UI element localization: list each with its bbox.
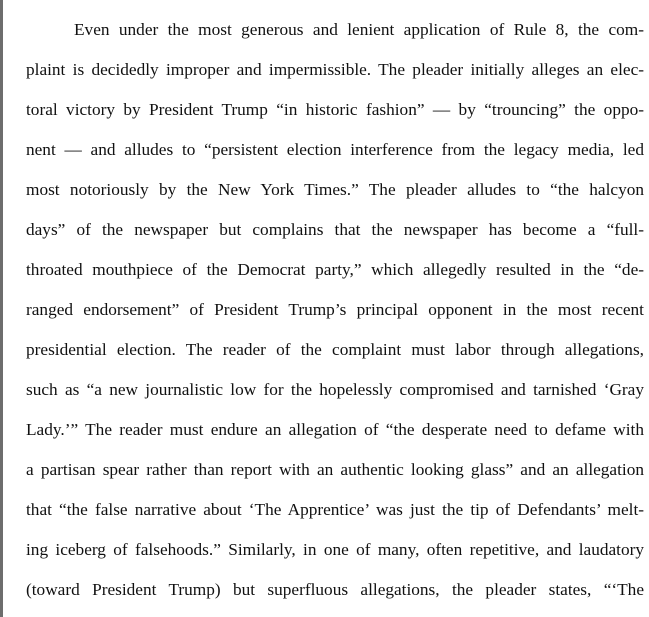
text-line: that “the false narrative about ‘The Apprentice’ was just the tip of Defendants’ melt- xyxy=(26,500,644,519)
text-line: nent — and alludes to “persistent election interference from the legacy media, led xyxy=(26,140,644,159)
text-line: toral victory by President Trump “in historic fashion” — by “trouncing” the oppo- xyxy=(26,100,644,119)
document-body xyxy=(26,14,644,614)
text-line: Even under the most generous and lenient application of Rule 8, the com- xyxy=(74,20,644,39)
text-line: ranged endorsement” of President Trump’s principal opponent in the most recent xyxy=(26,300,644,319)
text-line: ing iceberg of falsehoods.” Similarly, in one of many, often repetitive, and laudatory xyxy=(26,540,644,559)
text-line: throated mouthpiece of the Democrat party,” which allegedly resulted in the “de- xyxy=(26,260,644,279)
text-line: such as “a new journalistic low for the hopelessly compromised and tarnished ‘Gray xyxy=(26,380,644,399)
paragraph xyxy=(26,14,644,614)
text-line: days” of the newspaper but complains that the newspaper has become a “full- xyxy=(26,220,644,239)
text-line: most notoriously by the New York Times.” The pleader alludes to “the halcyon xyxy=(26,180,644,199)
text-line: Lady.’” The reader must endure an allegation of “the desperate need to defame with xyxy=(26,420,644,439)
text-line: (toward President Trump) but superfluous allegations, the pleader states, “‘The xyxy=(26,580,644,599)
text-line: plaint is decidedly improper and impermissible. The pleader initially alleges an elec- xyxy=(26,60,644,79)
text-line: a partisan spear rather than report with an authentic looking glass” and an allegation xyxy=(26,460,644,479)
text-line: presidential election. The reader of the complaint must labor through allegations, xyxy=(26,340,644,359)
page-left-border xyxy=(0,0,3,617)
